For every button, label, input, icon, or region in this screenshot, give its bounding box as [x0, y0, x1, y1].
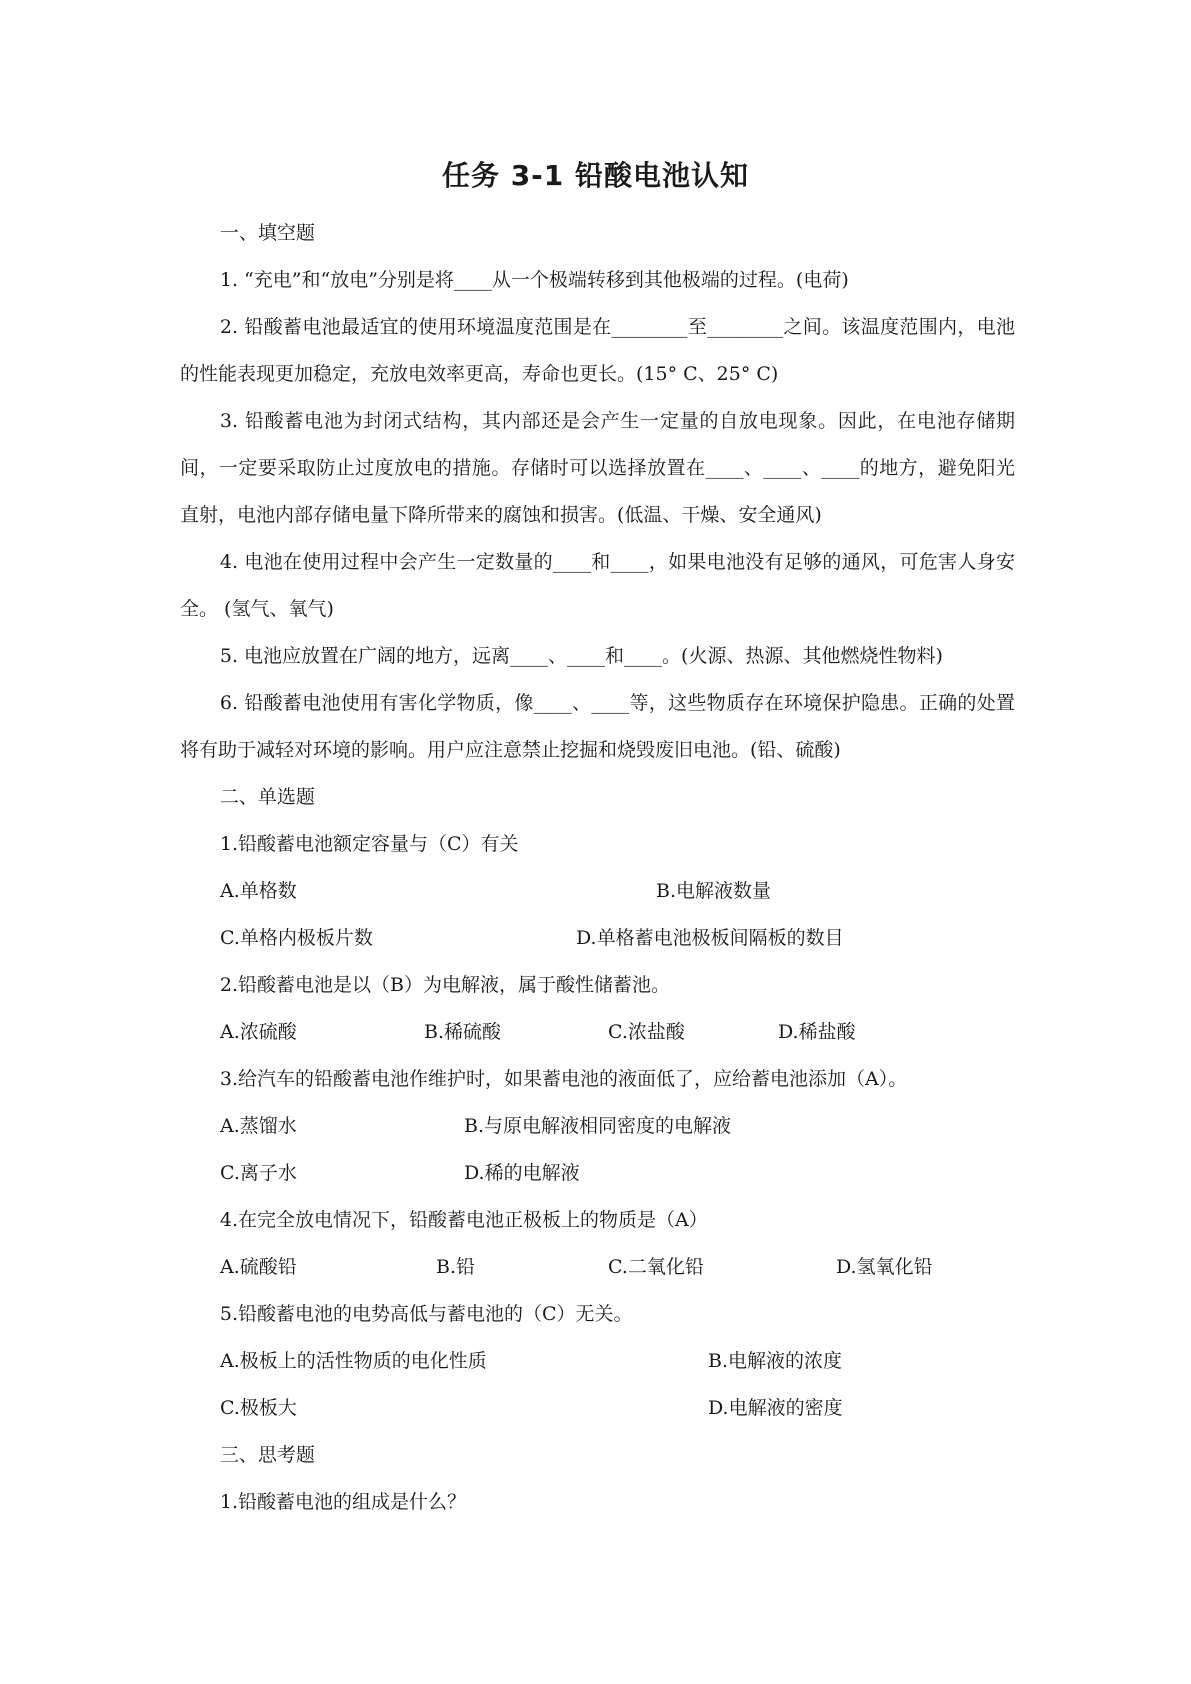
fill-blank-question-6: 6. 铅酸蓄电池使用有害化学物质，像____、____等，这些物质存在环境保护隐患。正确的处置将有助于减轻对环境的影响。用户应注意禁止挖掘和烧毁废旧电池。(铅、硫酸): [180, 692, 1015, 761]
choice-question-1-stem: 1.铅酸蓄电池额定容量与（C）有关: [219, 833, 519, 855]
choice-question-1-options-row-2: [180, 915, 1015, 962]
section-heading-thinking: 三、思考题: [219, 1444, 315, 1466]
choice-question-1-options-row-1: [180, 868, 1015, 915]
choice-option-b: B.电解液数量: [656, 880, 772, 902]
fill-blank-question-2: 2. 铅酸蓄电池最适宜的使用环境温度范围是在________至________之间。该温度范围内，电池的性能表现更加稳定，充放电效率更高，寿命也更长。(15° C、25° C): [180, 316, 1015, 385]
choice-option-d: D.单格蓄电池极板间隔板的数目: [576, 927, 844, 949]
thinking-question-1: 1.铅酸蓄电池的组成是什么？: [219, 1491, 467, 1513]
fill-blank-question-1: 1. “充电”和“放电”分别是将____从一个极端转移到其他极端的过程。(电荷): [219, 269, 849, 291]
choice-option-a: A.浓硫酸: [220, 1021, 297, 1043]
choice-question-5-stem: 5.铅酸蓄电池的电势高低与蓄电池的（C）无关。: [219, 1303, 633, 1325]
choice-question-2-options: [180, 1009, 1015, 1056]
choice-option-c: C.极板大: [220, 1397, 297, 1419]
choice-question-2-stem: 2.铅酸蓄电池是以（B）为电解液，属于酸性储蓄池。: [219, 974, 670, 996]
choice-option-a: A.硫酸铅: [220, 1256, 297, 1278]
choice-option-a: A.蒸馏水: [220, 1115, 297, 1137]
choice-option-d: D.稀盐酸: [778, 1021, 856, 1043]
choice-option-c: C.离子水: [220, 1162, 297, 1184]
choice-question-4-options: [180, 1244, 1015, 1291]
choice-question-3-options-row-2: [180, 1150, 1015, 1197]
choice-option-d: D.氢氧化铅: [836, 1256, 933, 1278]
choice-option-c: C.二氧化铅: [608, 1256, 704, 1278]
fill-blank-question-3: 3. 铅酸蓄电池为封闭式结构，其内部还是会产生一定量的自放电现象。因此，在电池存储期间，一定要采取防止过度放电的措施。存储时可以选择放置在____、____、____的地方，避免阳光直射，电池内部存储电量下降所带来的腐蚀和损害。(低温、干燥、安全通风): [180, 410, 1015, 526]
choice-option-a: A.极板上的活性物质的电化性质: [220, 1350, 487, 1372]
choice-option-a: A.单格数: [220, 880, 297, 902]
choice-option-b: B.铅: [436, 1256, 476, 1278]
fill-blank-question-4: 4. 电池在使用过程中会产生一定数量的____和____，如果电池没有足够的通风，可危害人身安全。 (氢气、氧气): [180, 551, 1015, 620]
choice-option-d: D.稀的电解液: [464, 1162, 580, 1184]
page-title: 任务 3-1 铅酸电池认知: [441, 159, 750, 192]
choice-question-3-options-row-1: [180, 1103, 1015, 1150]
choice-question-3-stem: 3.给汽车的铅酸蓄电池作维护时，如果蓄电池的液面低了，应给蓄电池添加（A）。: [219, 1068, 908, 1090]
fill-blank-question-5: 5. 电池应放置在广阔的地方，远离____、____和____。(火源、热源、其他燃烧性物料): [219, 645, 943, 667]
section-heading-single-choice: 二、单选题: [219, 786, 315, 808]
section-heading-fill-blank: 一、填空题: [219, 222, 315, 244]
choice-question-5-options-row-1: [180, 1338, 1015, 1385]
choice-option-b: B.稀硫酸: [424, 1021, 502, 1043]
choice-option-b: B.电解液的浓度: [708, 1350, 843, 1372]
choice-option-d: D.电解液的密度: [708, 1397, 843, 1419]
choice-question-5-options-row-2: [180, 1385, 1015, 1432]
choice-option-b: B.与原电解液相同密度的电解液: [464, 1115, 732, 1137]
choice-option-c: C.单格内极板片数: [220, 927, 373, 949]
choice-option-c: C.浓盐酸: [608, 1021, 685, 1043]
document-body: [180, 210, 1015, 1526]
choice-question-4-stem: 4.在完全放电情况下，铅酸蓄电池正极板上的物质是（A）: [219, 1209, 708, 1231]
